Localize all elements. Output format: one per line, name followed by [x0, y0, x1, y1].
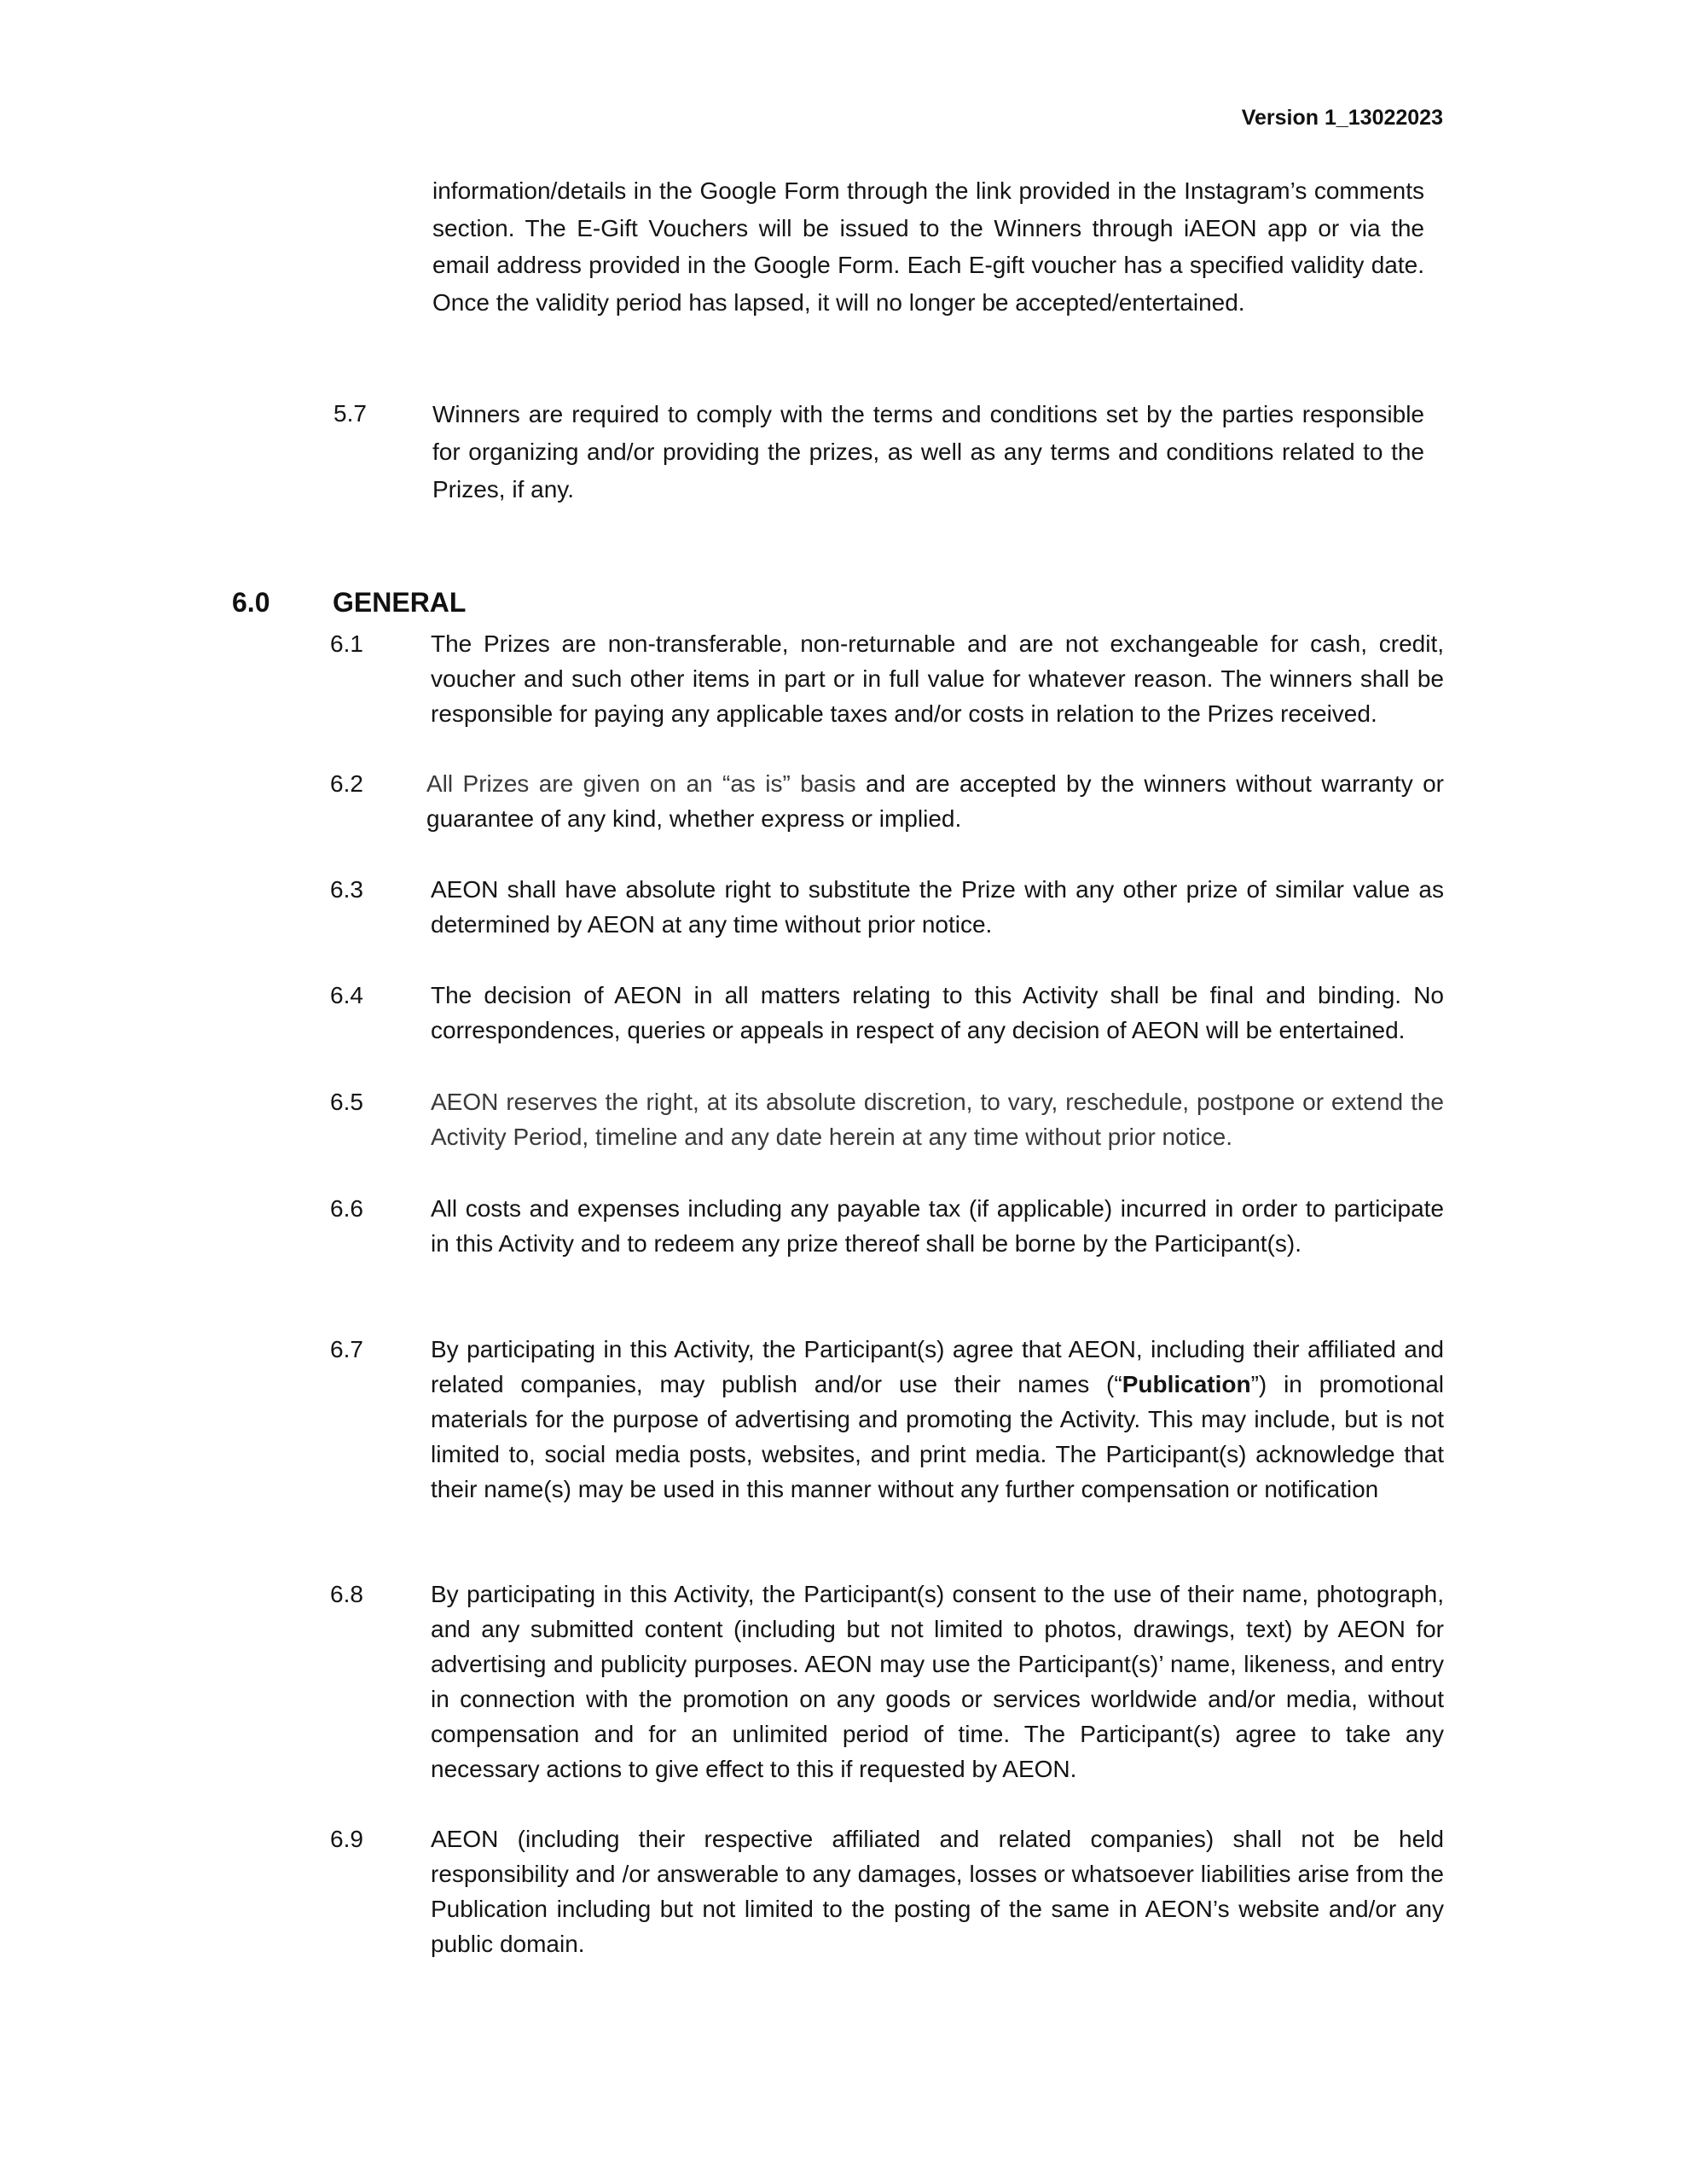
- continued-clause-text: information/details in the Google Form through the link provided in the Instagram’s comments section. The E-Gift Vouchers will be issued to the Winners through iAEON app or via the email address provided in the Google Form. Each E-gift voucher has a specified validity date. Once the validity period has lapsed, it will no longer be accepted/entertained.: [432, 177, 1424, 316]
- section-number: 6.0: [232, 587, 270, 618]
- clause-text-6-1: The Prizes are non-transferable, non-returnable and are not exchangeable for cash, credit, voucher and such other items in part or in full value for whatever reason. The winners shall be responsible for paying any applicable taxes and/or costs in relation to the Prizes received.: [431, 630, 1444, 727]
- clause-text-5-7: Winners are required to comply with the terms and conditions set by the parties responsible for organizing and/or providing the prizes, as well as any terms and conditions related to the Prizes, if any.: [432, 401, 1424, 502]
- clause-text-6-2-part2: and are accepted by the winners without warranty or guarantee of any kind, whether express or implied.: [426, 770, 1445, 832]
- clause-number-6-5: 6.5: [330, 1089, 363, 1115]
- clause-text-6-4: The decision of AEON in all matters relating to this Activity shall be final and binding. No correspondences, queries or appeals in respect of any decision of AEON will be entertained.: [431, 982, 1444, 1043]
- clause-number-6-2: 6.2: [330, 770, 363, 797]
- clause-number-6-7: 6.7: [330, 1336, 363, 1362]
- clause-text-6-6: All costs and expenses including any payable tax (if applicable) incurred in order to participate in this Activity and to redeem any prize thereof shall be borne by the Participant(s).: [431, 1195, 1444, 1257]
- clause-number-6-3: 6.3: [330, 876, 363, 903]
- publication-term: Publication: [1122, 1371, 1251, 1397]
- clause-text-6-2-part1: All Prizes are given on an “as is” basis: [426, 770, 856, 797]
- clause-text-6-7-before: By participating in this Activity, the Participant(s) agree that AEON, including their affiliated and related companies, may publish and/or use their names (“: [431, 1336, 1444, 1397]
- clause-text-6-2: [426, 766, 1444, 836]
- clause-text-6-7-after: ”) in promotional materials for the purpose of advertising and promoting the Activity. This may include, but is not limited to, social media posts, websites, and print media. The Participant(s) acknowledge that their name(s) may be used in this manner without any further compensation or notification: [431, 1371, 1444, 1502]
- clause-text-6-5: AEON reserves the right, at its absolute discretion, to vary, reschedule, postpone or extend the Activity Period, timeline and any date herein at any time without prior notice.: [431, 1089, 1444, 1150]
- version-label: Version 1_13022023: [1241, 106, 1443, 130]
- clause-number-5-7: 5.7: [333, 400, 367, 427]
- clause-text-6-3: AEON shall have absolute right to substitute the Prize with any other prize of similar value as determined by AEON at any time without prior notice.: [431, 876, 1444, 938]
- section-title: GENERAL: [333, 587, 467, 618]
- clause-text-6-9: AEON (including their respective affiliated and related companies) shall not be held responsibility and /or answerable to any damages, losses or whatsoever liabilities arise from the Publication including but not limited to the posting of the same in AEON’s website and/or any public domain.: [431, 1826, 1444, 1957]
- clause-number-6-9: 6.9: [330, 1826, 363, 1852]
- clause-text-6-7: [431, 1332, 1444, 1507]
- clause-number-6-6: 6.6: [330, 1195, 363, 1222]
- clause-number-6-8: 6.8: [330, 1581, 363, 1607]
- clause-number-6-1: 6.1: [330, 630, 363, 657]
- clause-number-6-4: 6.4: [330, 982, 363, 1008]
- clause-text-6-8: By participating in this Activity, the Participant(s) consent to the use of their name, photograph, and any submitted content (including but not limited to photos, drawings, text) by AEON for advertising and publicity purposes. AEON may use the Participant(s)’ name, likeness, and entry in connection with the promotion on any goods or services worldwide and/or media, without compensation and for an unlimited period of time. The Participant(s) agree to take any necessary actions to give effect to this if requested by AEON.: [431, 1581, 1444, 1782]
